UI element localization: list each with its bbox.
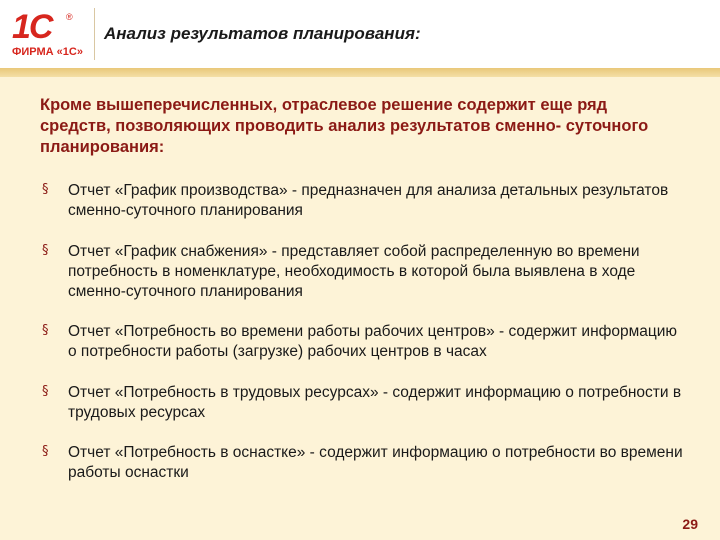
header-band [0, 68, 720, 77]
slide-header [0, 0, 720, 68]
list-item-text: Отчет «График снабжения» - представляет собой распределенную во времени потребность в номенклатуре, необходимость в которой была выявлена в ходе сменно-суточного планирования [68, 243, 640, 300]
logo-1c [6, 6, 86, 62]
logo-text: ФИРМА «1С» [12, 46, 83, 58]
header-divider [94, 8, 95, 60]
logo-mark: 1С [12, 8, 52, 46]
bullet-icon: § [42, 444, 49, 459]
bullet-icon: § [42, 243, 49, 258]
bullet-icon: § [42, 182, 49, 197]
bullet-icon: § [42, 384, 49, 399]
list-item-text: Отчет «График производства» - предназначен для анализа детальных результатов сменно-суточного планирования [68, 182, 669, 219]
intro-paragraph: Кроме вышеперечисленных, отраслевое решение содержит еще ряд средств, позволяющих проводить анализ результатов сменно- суточного планирования: [40, 96, 649, 156]
list-item-text: Отчет «Потребность в трудовых ресурсах» - содержит информацию о потребности в трудовых ресурсах [68, 384, 682, 421]
page-number: 29 [682, 516, 698, 532]
slide-title: Анализ результатов планирования: [104, 24, 421, 43]
list-item-text: Отчет «Потребность в оснастке» - содержит информацию о потребности во времени работы оснастки [68, 444, 683, 481]
bullet-icon: § [42, 323, 49, 338]
logo-registered-mark: ® [66, 12, 73, 22]
list-item-text: Отчет «Потребность во времени работы рабочих центров» - содержит информацию о потребности работы (загрузке) рабочих центров в часах [68, 323, 678, 360]
